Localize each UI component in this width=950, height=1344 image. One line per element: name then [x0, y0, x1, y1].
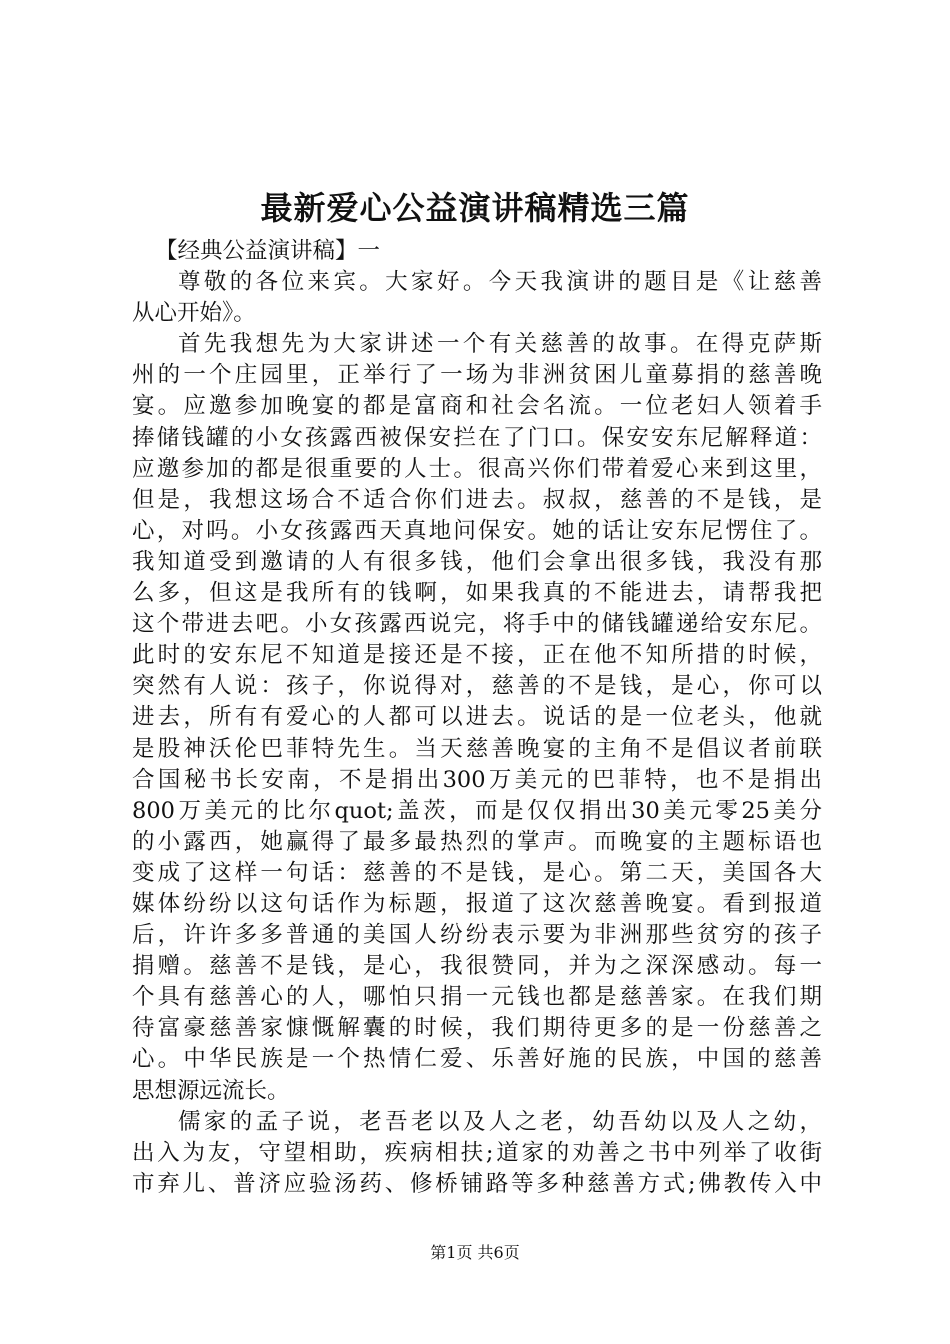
- text-line: 突然有人说：孩子，你说得对，慈善的不是钱，是心，你可以: [132, 673, 822, 700]
- text-line: 是股神沃伦巴菲特先生。当天慈善晚宴的主角不是倡议者前联: [132, 735, 822, 762]
- text-line: 进去，所有有爱心的人都可以进去。说话的是一位老头，他就: [132, 704, 822, 731]
- text-line: 个具有慈善心的人，哪怕只捐一元钱也都是慈善家。在我们期: [132, 984, 822, 1011]
- text-line: 捐赠。慈善不是钱，是心，我很赞同，并为之深深感动。每一: [132, 953, 822, 980]
- text-line: 市弃儿、普济应验汤药、修桥铺路等多种慈善方式;佛教传入中: [132, 1170, 822, 1197]
- text-line: 我知道受到邀请的人有很多钱，他们会拿出很多钱，我没有那: [132, 548, 822, 575]
- text-line: 变成了这样一句话：慈善的不是钱，是心。第二天，美国各大: [132, 859, 822, 886]
- text-line: 应邀参加的都是很重要的人士。很高兴你们带着爱心来到这里，: [132, 455, 822, 482]
- text-line: 么多，但这是我所有的钱啊，如果我真的不能进去，请帮我把: [132, 580, 822, 607]
- text-line: 心，对吗。小女孩露西天真地问保安。她的话让安东尼愣住了。: [132, 517, 822, 544]
- text-line: 的小露西，她赢得了最多最热烈的掌声。而晚宴的主题标语也: [132, 828, 822, 855]
- text-line: 州的一个庄园里，正举行了一场为非洲贫困儿童募捐的慈善晚: [132, 362, 822, 389]
- text-line: 【经典公益演讲稿】一: [155, 238, 381, 264]
- text-line: 儒家的孟子说，老吾老以及人之老，幼吾幼以及人之幼，: [178, 1108, 822, 1135]
- text-line: 思想源远流长。: [132, 1077, 290, 1104]
- text-line: 待富豪慈善家慷慨解囊的时候，我们期待更多的是一份慈善之: [132, 1015, 822, 1042]
- text-line: 从心开始》。: [132, 300, 256, 327]
- page-footer: 第1页 共6页: [430, 1243, 520, 1262]
- text-line: 首先我想先为大家讲述一个有关慈善的故事。在得克萨斯: [178, 331, 822, 358]
- text-line: 出入为友，守望相助，疾病相扶;道家的劝善之书中列举了收街: [132, 1139, 822, 1166]
- text-line: 此时的安东尼不知道是接还是不接，正在他不知所措的时候，: [132, 642, 822, 669]
- text-line: 媒体纷纷以这句话作为标题，报道了这次慈善晚宴。看到报道: [132, 890, 822, 917]
- text-line: 合国秘书长安南，不是捐出300万美元的巴菲特，也不是捐出: [132, 766, 822, 793]
- text-line: 但是，我想这场合不适合你们进去。叔叔，慈善的不是钱，是: [132, 486, 822, 513]
- text-line: 800万美元的比尔quot;盖茨，而是仅仅捐出30美元零25美分: [132, 797, 822, 824]
- document-body: [132, 236, 822, 1200]
- document-title: 最新爱心公益演讲稿精选三篇: [260, 189, 690, 227]
- text-line: 捧储钱罐的小女孩露西被保安拦在了门口。保安安东尼解释道：: [132, 424, 822, 451]
- text-line: 心。中华民族是一个热情仁爱、乐善好施的民族，中国的慈善: [132, 1046, 822, 1073]
- text-line: 宴。应邀参加晚宴的都是富商和社会名流。一位老妇人领着手: [132, 393, 822, 420]
- text-line: 尊敬的各位来宾。大家好。今天我演讲的题目是《让慈善: [178, 269, 822, 296]
- text-line: 后，许许多多普通的美国人纷纷表示要为非洲那些贫穷的孩子: [132, 922, 822, 949]
- text-line: 这个带进去吧。小女孩露西说完，将手中的储钱罐递给安东尼。: [132, 611, 822, 638]
